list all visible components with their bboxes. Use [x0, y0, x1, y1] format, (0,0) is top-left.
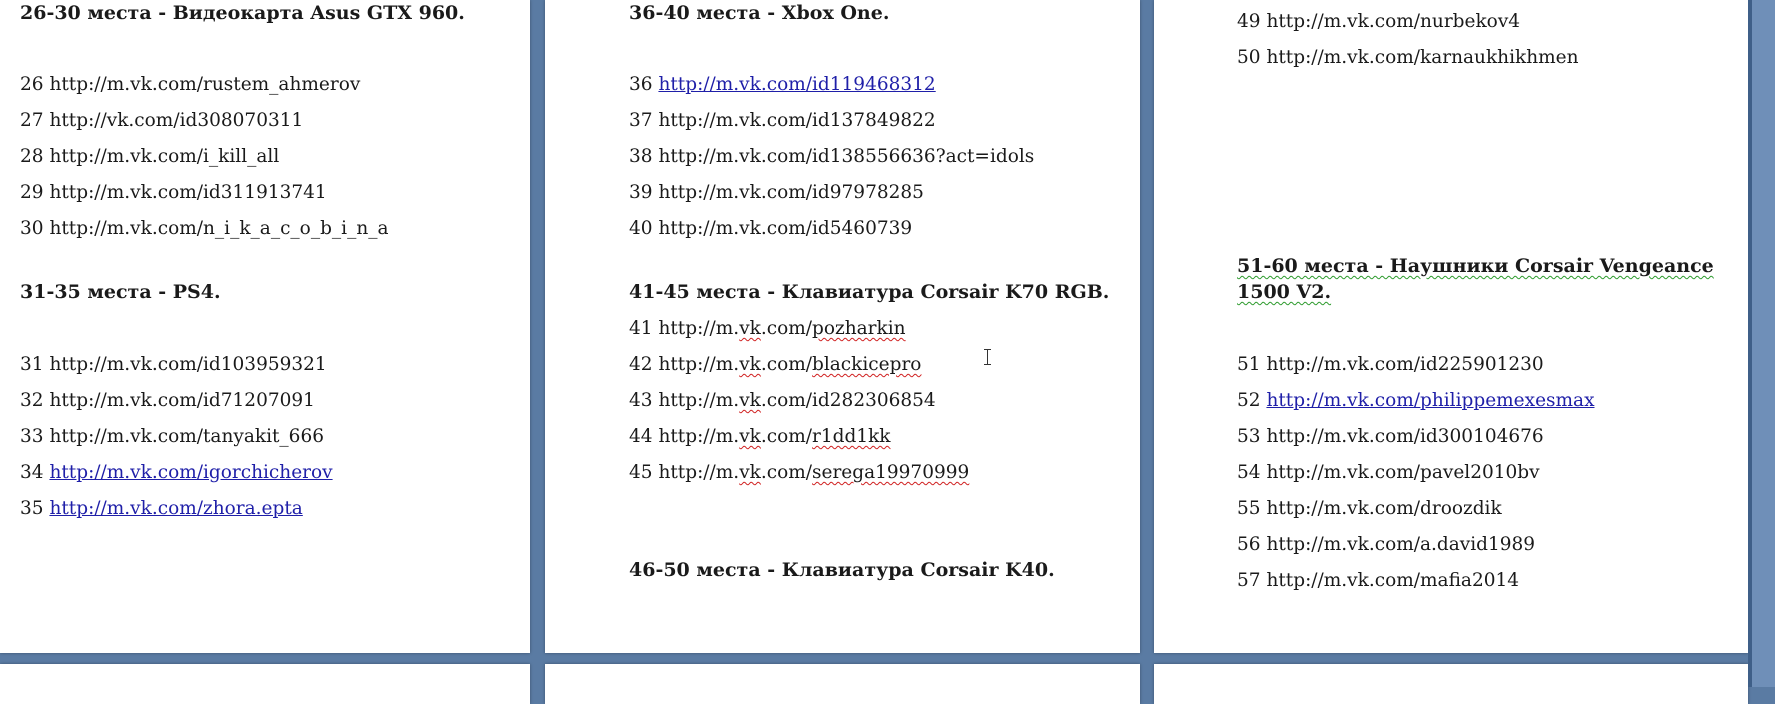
document-page-5: [545, 664, 1140, 704]
url-text: http://m.vk.com/id97978285: [658, 182, 924, 203]
document-page-2: [545, 0, 1140, 653]
list-item: 35 http://m.vk.com/zhora.epta: [20, 498, 303, 519]
url-text: http://m.vk.com/karnaukhikhmen: [1266, 47, 1579, 68]
list-item: 49 http://m.vk.com/nurbekov4: [1237, 11, 1521, 32]
text-cursor-icon: [984, 348, 992, 366]
list-item: 36 http://m.vk.com/id119468312: [629, 74, 936, 95]
url-text: http://m.vk.com/i_kill_all: [49, 146, 280, 167]
list-item: 32 http://m.vk.com/id71207091: [20, 390, 315, 411]
section-heading-41-45: 41-45 места - Клавиатура Corsair K70 RGB.: [629, 281, 1110, 303]
hyperlink[interactable]: http://m.vk.com/zhora.epta: [49, 498, 303, 519]
hyperlink[interactable]: http://m.vk.com/igorchicherov: [49, 462, 333, 483]
hyperlink[interactable]: http://m.vk.com/id119468312: [658, 74, 936, 95]
url-text: http://m.vk.com/id71207091: [49, 390, 315, 411]
spellcheck-mark: vk: [739, 318, 761, 339]
list-item: 54 http://m.vk.com/pavel2010bv: [1237, 462, 1540, 483]
document-page-3: [1154, 0, 1748, 653]
spellcheck-mark: blackicepro: [812, 354, 922, 375]
url-text: http://vk.com/id308070311: [49, 110, 304, 131]
list-item: 50 http://m.vk.com/karnaukhikhmen: [1237, 47, 1579, 68]
hyperlink[interactable]: http://m.vk.com/philippemexesmax: [1266, 390, 1595, 411]
list-item: 39 http://m.vk.com/id97978285: [629, 182, 924, 203]
spellcheck-mark: vk: [739, 390, 761, 411]
url-text: http://m.vk.com/nurbekov4: [1266, 11, 1521, 32]
url-text: http://m.vk.com/id225901230: [1266, 354, 1544, 375]
list-item: 56 http://m.vk.com/a.david1989: [1237, 534, 1536, 555]
list-item: 38 http://m.vk.com/id138556636?act=idols: [629, 146, 1035, 167]
url-text: http://m.vk.com/id311913741: [49, 182, 327, 203]
spellcheck-mark: pozharkin: [812, 318, 906, 339]
document-page-6: [1154, 664, 1748, 704]
list-item: 55 http://m.vk.com/droozdik: [1237, 498, 1502, 519]
section-heading-26-30: 26-30 места - Видеокарта Asus GTX 960.: [20, 2, 465, 24]
url-text: http://m.vk.com/pavel2010bv: [1266, 462, 1540, 483]
url-text: http://m.vk.com/id103959321: [49, 354, 327, 375]
list-item: 42 http://m.vk.com/blackicepro: [629, 354, 922, 375]
document-page-1: [0, 0, 530, 653]
url-text: http://m.vk.com/droozdik: [1266, 498, 1502, 519]
spellcheck-mark: serega19970999: [812, 462, 970, 483]
list-item: 41 http://m.vk.com/pozharkin: [629, 318, 906, 339]
list-item: 30 http://m.vk.com/n_i_k_a_c_o_b_i_n_a: [20, 218, 389, 239]
list-item: 57 http://m.vk.com/mafia2014: [1237, 570, 1520, 591]
list-item: 52 http://m.vk.com/philippemexesmax: [1237, 390, 1595, 411]
section-heading-46-50: 46-50 места - Клавиатура Corsair K40.: [629, 559, 1055, 581]
spellcheck-mark: vk: [739, 426, 761, 447]
url-text: http://m.vk.com/rustem_ahmerov: [49, 74, 361, 95]
section-heading-31-35: 31-35 места - PS4.: [20, 281, 221, 303]
list-item: 53 http://m.vk.com/id300104676: [1237, 426, 1544, 447]
list-item: 31 http://m.vk.com/id103959321: [20, 354, 327, 375]
section-heading-51-60: 51-60 места - Наушники Corsair Vengeance 1500 V2.: [1237, 255, 1714, 303]
spellcheck-mark: r1dd1kk: [812, 426, 891, 447]
url-text: http://m.vk.com/id138556636?act=idols: [658, 146, 1035, 167]
list-item: 51 http://m.vk.com/id225901230: [1237, 354, 1544, 375]
url-text: http://m.vk.com/tanyakit_666: [49, 426, 324, 447]
list-item: 26 http://m.vk.com/rustem_ahmerov: [20, 74, 361, 95]
url-text: http://m.vk.com/id137849822: [658, 110, 936, 131]
spellcheck-mark: vk: [739, 462, 761, 483]
list-item: 40 http://m.vk.com/id5460739: [629, 218, 913, 239]
list-item: 27 http://vk.com/id308070311: [20, 110, 304, 131]
document-page-4: [0, 664, 530, 704]
url-text: http://m.vk.com/mafia2014: [1266, 570, 1520, 591]
url-text: http://m.vk.com/id300104676: [1266, 426, 1544, 447]
section-heading-36-40: 36-40 места - Xbox One.: [629, 2, 890, 24]
list-item: 28 http://m.vk.com/i_kill_all: [20, 146, 280, 167]
list-item: 34 http://m.vk.com/igorchicherov: [20, 462, 333, 483]
list-item: 43 http://m.vk.com/id282306854: [629, 390, 936, 411]
url-text: http://m.vk.com/a.david1989: [1266, 534, 1536, 555]
list-item: 44 http://m.vk.com/r1dd1kk: [629, 426, 891, 447]
list-item: 45 http://m.vk.com/serega19970999: [629, 462, 970, 483]
vertical-scrollbar[interactable]: [1752, 0, 1775, 687]
list-item: 29 http://m.vk.com/id311913741: [20, 182, 327, 203]
list-item: 37 http://m.vk.com/id137849822: [629, 110, 936, 131]
list-item: 33 http://m.vk.com/tanyakit_666: [20, 426, 324, 447]
url-text: http://m.vk.com/n_i_k_a_c_o_b_i_n_a: [49, 218, 389, 239]
url-text: http://m.vk.com/id5460739: [658, 218, 913, 239]
spellcheck-mark: vk: [739, 354, 761, 375]
